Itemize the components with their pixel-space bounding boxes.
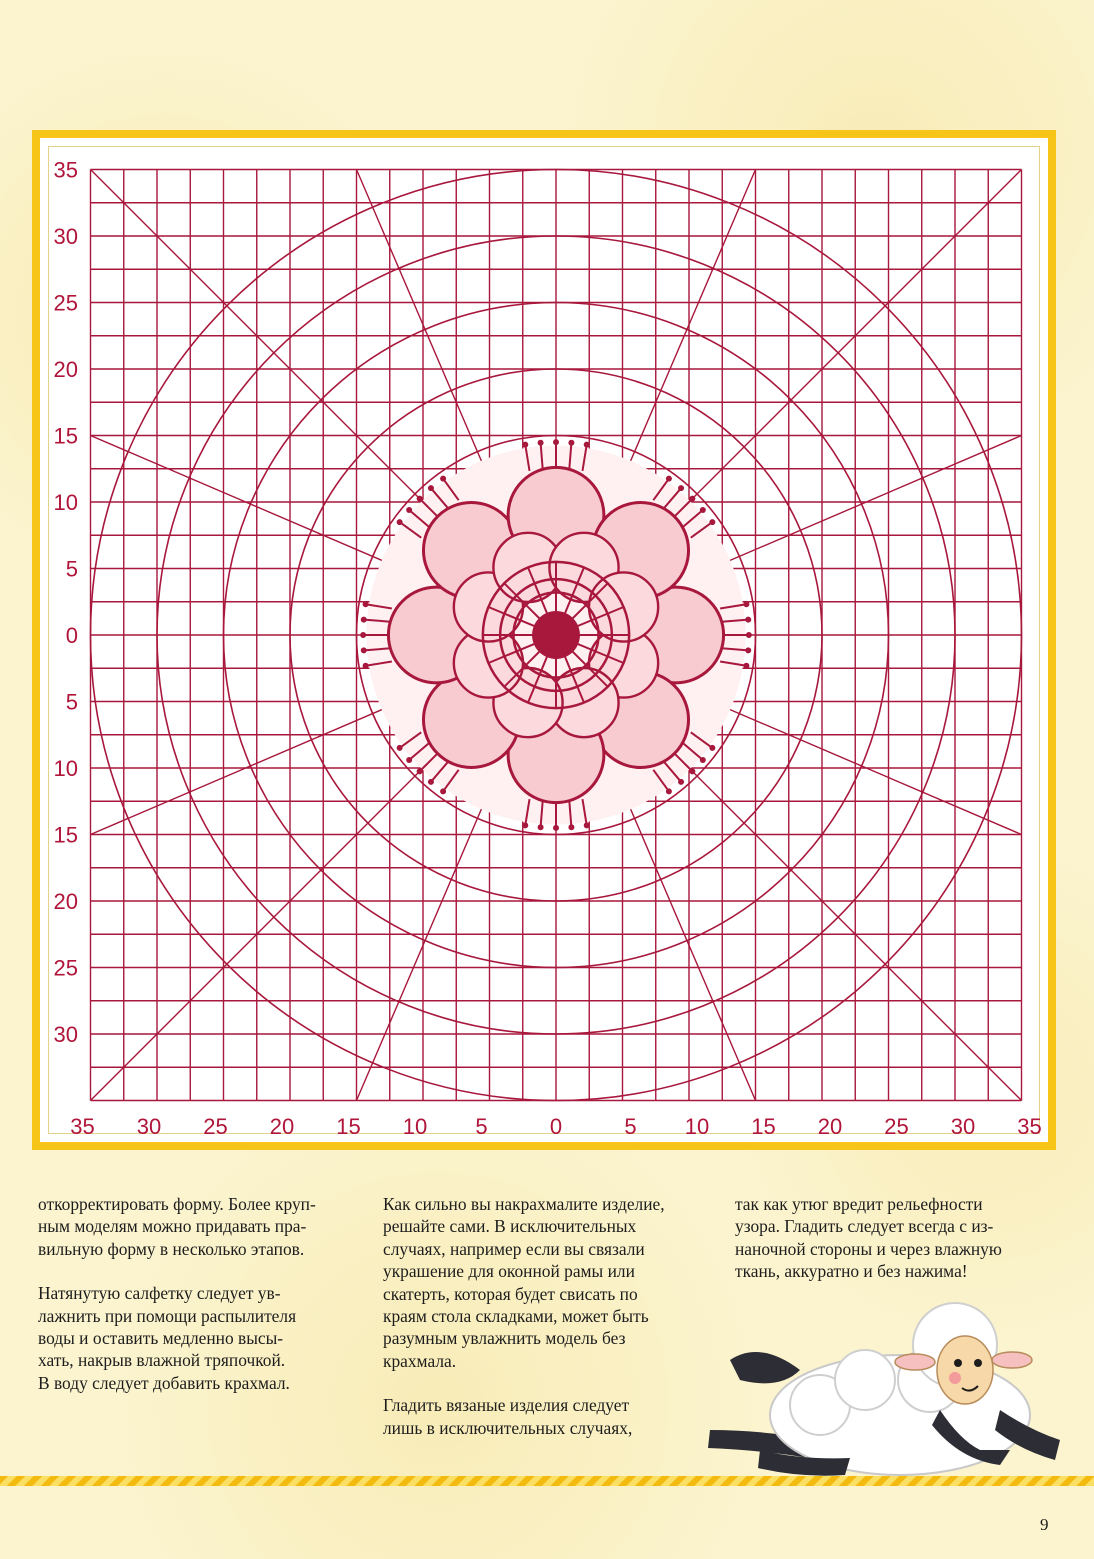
doily-picot [538,824,544,830]
y-tick-label: 5 [65,556,78,582]
doily-picot [743,601,749,607]
doily-picot [584,442,590,448]
doily-picot [522,442,528,448]
rope-border [0,1476,1094,1486]
x-tick-label: 35 [70,1114,95,1139]
y-tick-label: 20 [53,357,78,382]
text-column-1 [38,1193,358,1416]
y-axis-labels [54,158,78,1048]
doily-picot [440,788,446,794]
y-tick-label: 25 [53,290,78,316]
doily-picot [397,519,403,525]
doily-picot [553,825,559,831]
x-tick-label: 35 [1017,1114,1042,1139]
y-tick-label: 15 [53,423,78,449]
x-tick-label: 10 [402,1114,428,1139]
doily-picot [363,663,369,669]
text-column-2 [383,1193,713,1461]
x-tick-label: 30 [136,1114,162,1139]
text-column-3 [735,1193,1065,1305]
doily-picot [406,507,412,513]
doily-picot [743,663,749,669]
x-tick-label: 20 [817,1114,843,1139]
doily-picot [363,601,369,607]
page-number: 9 [1040,1515,1049,1534]
doily-picot [553,439,559,445]
y-tick-label: 5 [65,689,78,715]
doily-picot [584,822,590,828]
paragraph: Как сильно вы накрахмалите изделие, решайте сами. В исключительных случаях, например если вы связали украшение для оконной рамы или скатерть, которая будет свисать по краям стола складками, может быть разумным увлажнить модель без крахмала. [383,1194,665,1371]
doily-picot [361,647,367,653]
doily-motif [360,439,752,831]
doily-picot [745,617,751,623]
doily-picot [709,745,715,751]
y-tick-label: 30 [53,224,78,249]
doily-picot [746,632,752,638]
doily-picot [406,757,412,763]
paragraph: так как утюг вредит рельефности узора. Гладить следует всегда с из- наночной стороны и через влажную ткань, аккуратно и без нажима! [735,1194,1002,1282]
doily-picot [678,779,684,785]
doily-picot [678,485,684,491]
doily-picot [666,476,672,482]
x-tick-label: 20 [269,1114,295,1139]
x-tick-label: 5 [624,1114,637,1139]
doily-picot [428,779,434,785]
sheep-illustration [700,1300,1080,1490]
doily-picot [538,440,544,446]
doily-picot [689,768,695,774]
doily-center [532,611,580,659]
doily-picot [568,824,574,830]
doily-picot [397,745,403,751]
y-tick-label: 20 [53,889,78,914]
x-tick-label: 5 [475,1114,488,1139]
doily-picot [417,496,423,502]
doily-picot [689,496,695,502]
doily-picot [522,822,528,828]
y-tick-label: 30 [53,1022,78,1047]
doily-picot [666,788,672,794]
doily-picot [709,519,715,525]
x-tick-label: 15 [336,1114,361,1139]
y-tick-label: 35 [53,157,78,183]
doily-picot [700,757,706,763]
x-tick-label: 25 [884,1114,909,1139]
doily-picot [745,647,751,653]
x-tick-label: 15 [751,1114,776,1139]
paragraph: Натянутую салфетку следует ув- лажнить при помощи распылителя воды и оставить медленно высы- хать, накрыв влажной тряпочкой. В воду следует добавить крахмал. [38,1283,297,1393]
x-tick-label: 30 [950,1114,976,1139]
doily-picot [417,768,423,774]
y-tick-label: 10 [53,756,78,781]
paragraph: Гладить вязаные изделия следует лишь в исключительных случаях, [383,1395,633,1438]
y-tick-label: 0 [65,623,78,648]
doily-picot [361,617,367,623]
y-tick-label: 25 [53,955,78,981]
x-tick-label: 0 [549,1114,563,1139]
x-tick-label: 25 [203,1114,228,1139]
doily-picot [568,440,574,446]
y-tick-label: 15 [53,822,78,848]
y-tick-label: 10 [53,490,78,515]
paragraph: откорректировать форму. Более круп- ным моделям можно придавать пра- вильную форму в несколько этапов. [38,1194,316,1259]
x-tick-label: 10 [684,1114,710,1139]
x-axis-labels [70,1114,1041,1139]
doily-picot [360,632,366,638]
doily-picot [428,485,434,491]
doily-picot [700,507,706,513]
doily-picot [440,476,446,482]
